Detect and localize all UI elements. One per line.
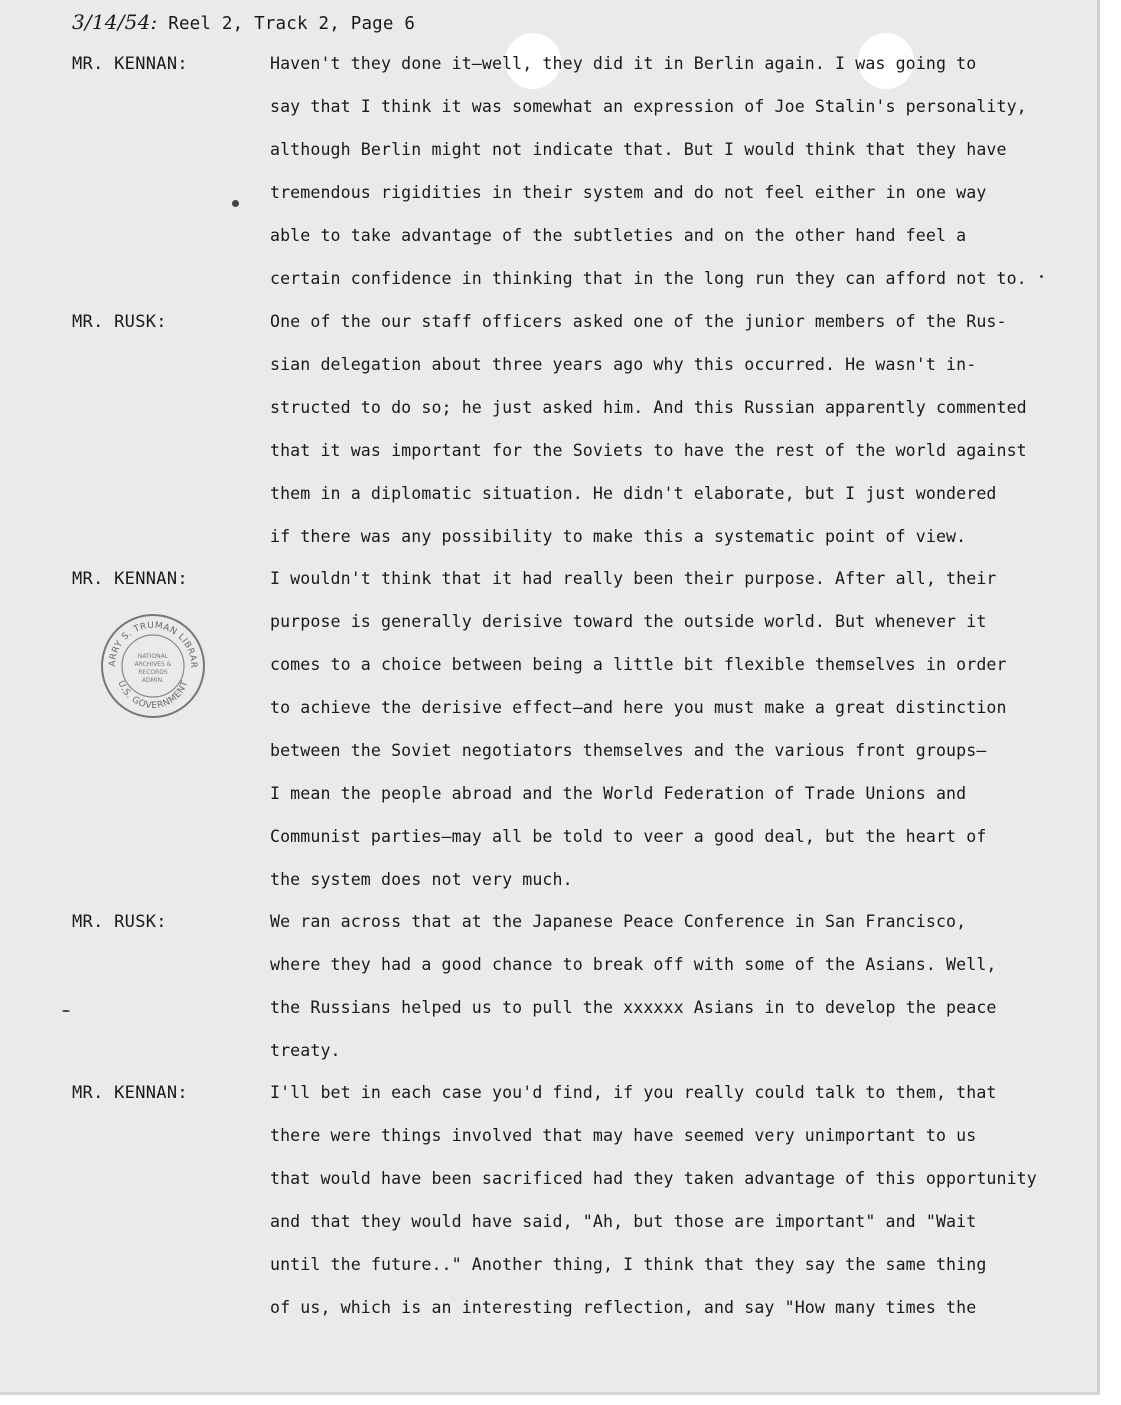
transcript-line: I mean the people abroad and the World Federation of Trade Unions and	[270, 784, 967, 803]
page-header	[72, 10, 415, 34]
svg-text:RECORDS: RECORDS	[138, 669, 168, 676]
transcript-line: Communist parties—may all be told to veer a good deal, but the heart of	[270, 827, 987, 846]
transcript-line: Haven't they done it—well, they did it in Berlin again. I was going to	[270, 54, 977, 73]
transcript-line: where they had a good chance to break off with some of the Asians. Well,	[270, 955, 997, 974]
transcript-line: structed to do so; he just asked him. And this Russian apparently commented	[270, 398, 1027, 417]
transcript-line: that it was important for the Soviets to have the rest of the world against	[270, 441, 1027, 460]
transcript-line: the system does not very much.	[270, 870, 573, 889]
transcript-line: of us, which is an interesting reflection, and say "How many times the	[270, 1298, 977, 1317]
transcript-line: tremendous rigidities in their system and do not feel either in one way	[270, 183, 987, 202]
transcript-line: We ran across that at the Japanese Peace Conference in San Francisco,	[270, 912, 967, 931]
svg-text:ADMIN.: ADMIN.	[141, 677, 165, 684]
transcript-line: able to take advantage of the subtleties and on the other hand feel a	[270, 226, 967, 245]
speaker-label: MR. KENNAN:	[72, 569, 188, 589]
transcript-line: purpose is generally derisive toward the outside world. But whenever it	[270, 612, 987, 631]
speaker-label: MR. RUSK:	[72, 912, 167, 932]
transcript-line: there were things involved that may have seemed very unimportant to us	[270, 1126, 977, 1145]
svg-text:ARCHIVES &: ARCHIVES &	[134, 661, 172, 668]
transcript-line: although Berlin might not indicate that. But I would think that they have	[270, 140, 1007, 159]
transcript-line: comes to a choice between being a little bit flexible themselves in order	[270, 655, 1007, 674]
speaker-label: MR. KENNAN:	[72, 1083, 188, 1103]
transcript-line: One of the our staff officers asked one of the junior members of the Rus-	[270, 312, 1007, 331]
speaker-label: MR. KENNAN:	[72, 54, 188, 74]
transcript-line: if there was any possibility to make this a systematic point of view.	[270, 527, 967, 546]
transcript-line: I wouldn't think that it had really been their purpose. After all, their	[270, 569, 997, 588]
transcript-line: and that they would have said, "Ah, but those are important" and "Wait	[270, 1212, 977, 1231]
transcript-line: sian delegation about three years ago why this occurred. He wasn't in-	[270, 355, 977, 374]
transcript-line: the Russians helped us to pull the xxxxxx Asians in to develop the peace	[270, 998, 997, 1017]
transcript-line: until the future.." Another thing, I think that they say the same thing	[270, 1255, 987, 1274]
header-date: 3/14/54:	[72, 10, 158, 34]
ink-speck	[1040, 275, 1043, 278]
ink-speck	[232, 200, 239, 207]
transcript-line: to achieve the derisive effect—and here you must make a great distinction	[270, 698, 1007, 717]
archive-stamp-seal	[99, 612, 207, 720]
transcript-line: between the Soviet negotiators themselves and the various front groups—	[270, 741, 987, 760]
transcript-line: I'll bet in each case you'd find, if you really could talk to them, that	[270, 1083, 997, 1102]
transcript-line: that would have been sacrificed had they taken advantage of this opportunity	[270, 1169, 1037, 1188]
ink-speck	[62, 1010, 70, 1012]
transcript-line: them in a diplomatic situation. He didn't elaborate, but I just wondered	[270, 484, 997, 503]
header-reel-track-page: Reel 2, Track 2, Page 6	[168, 14, 416, 34]
speaker-label: MR. RUSK:	[72, 312, 167, 332]
transcript-line: certain confidence in thinking that in the long run they can afford not to.	[270, 269, 1027, 288]
svg-text:HARRY S. TRUMAN LIBRARY: ARRY S. TRUMAN LIBRAR	[107, 620, 199, 669]
svg-text:U.S. GOVERNMENT: U.S. GOVERNMENT	[115, 679, 191, 712]
svg-text:NATIONAL: NATIONAL	[137, 653, 169, 660]
transcript-line: treaty.	[270, 1041, 341, 1060]
archive-stamp	[99, 612, 207, 720]
transcript-line: say that I think it was somewhat an expression of Joe Stalin's personality,	[270, 97, 1027, 116]
